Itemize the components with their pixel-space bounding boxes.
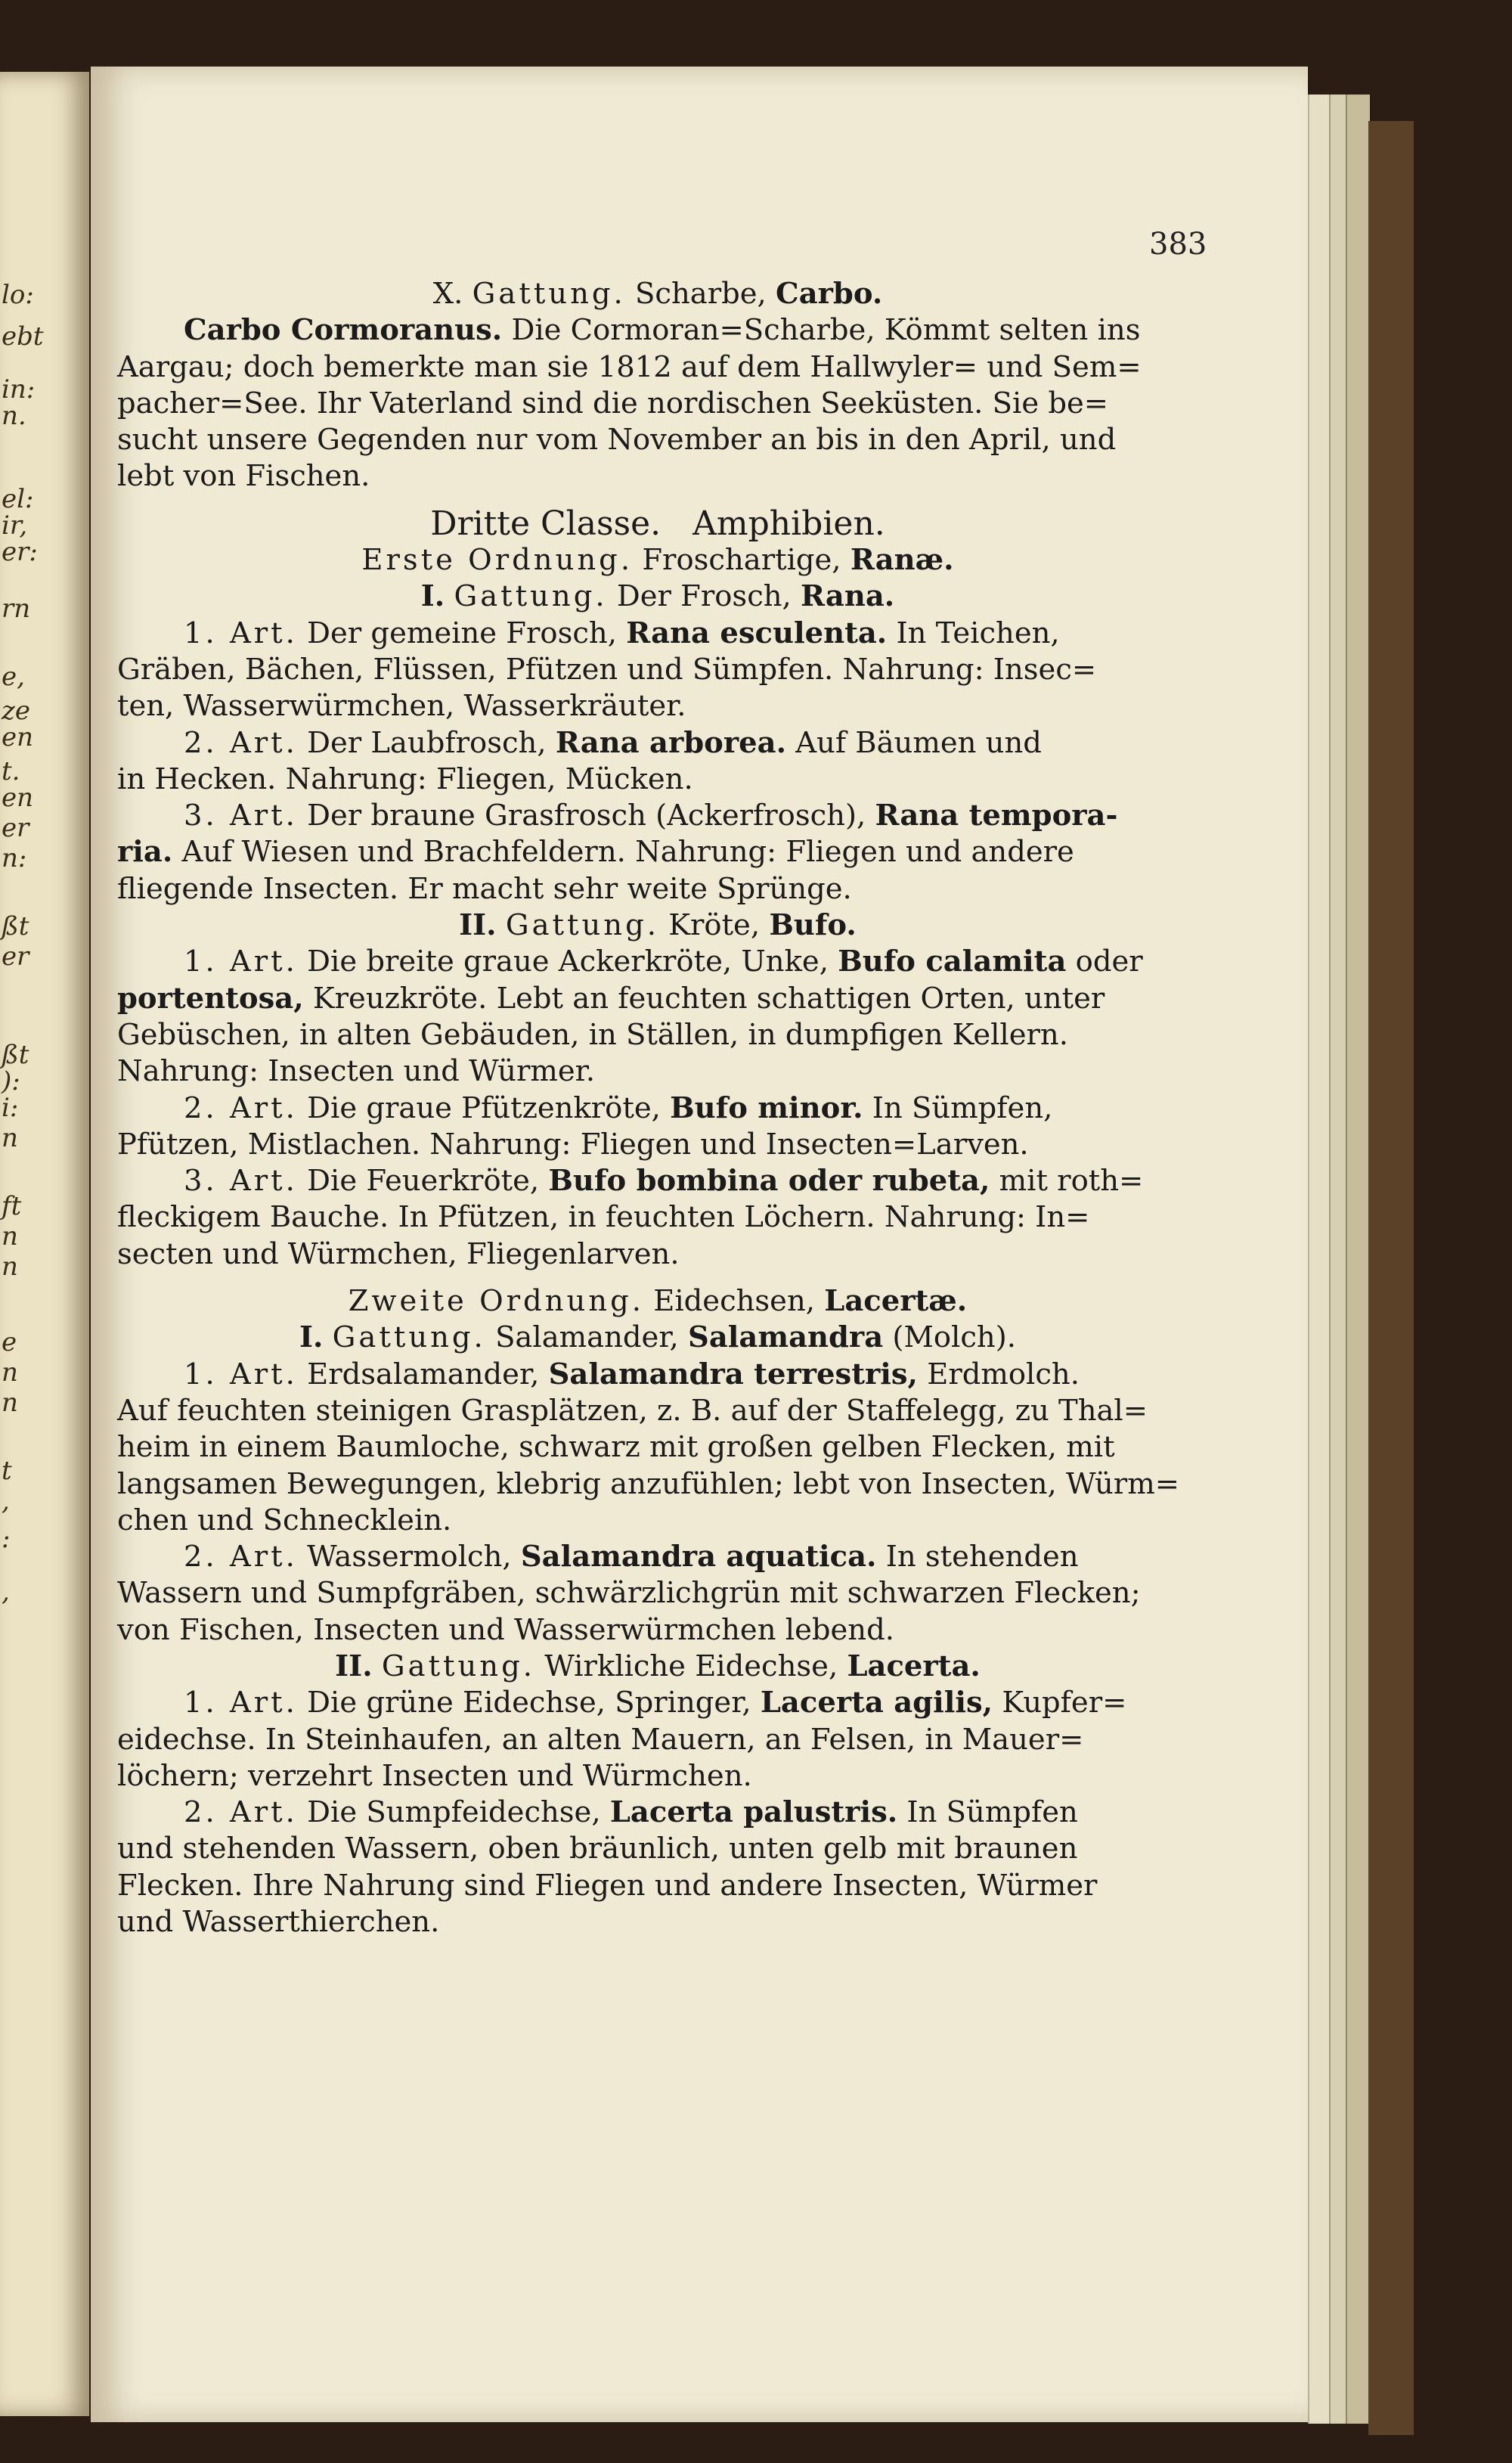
- page-edges: [1308, 95, 1331, 2424]
- left-margin-fragment: ft: [2, 1191, 22, 1221]
- text-line: 3. Art. Die Feuerkröte, Bufo bombina oder rubeta, mit roth=: [184, 1164, 1144, 1199]
- section-bufo: [117, 944, 1198, 1273]
- text-line: portentosa, Kreuzkröte. Lebt an feuchten schattigen Orten, unter: [117, 981, 1105, 1016]
- text-line: Aargau; doch bemerkte man sie 1812 auf dem Hallwyler= und Sem=: [117, 349, 1142, 384]
- text-line: ria. Auf Wiesen und Brachfeldern. Nahrung: Fliegen und andere: [117, 835, 1074, 870]
- text-line: in Hecken. Nahrung: Fliegen, Mücken.: [117, 762, 693, 796]
- text-line: lebt von Fischen.: [117, 459, 370, 494]
- text-line: Wassern und Sumpfgräben, schwärzlichgrün mit schwarzen Flecken;: [117, 1576, 1141, 1611]
- text-line: 1. Art. Erdsalamander, Salamandra terrestris, Erdmolch.: [184, 1357, 1080, 1391]
- text-line: Pfützen, Mistlachen. Nahrung: Fliegen und Insecten=Larven.: [117, 1127, 1029, 1162]
- text-line: von Fischen, Insecten und Wasserwürmchen lebend.: [117, 1612, 894, 1647]
- text-line: pacher=See. Ihr Vaterland sind die nordischen Seeküsten. Sie be=: [117, 386, 1109, 420]
- page-text: [117, 276, 1198, 1940]
- left-margin-fragment: n: [2, 1357, 18, 1388]
- genus-heading: X. Gattung. Scharbe, Carbo.: [432, 277, 883, 311]
- text-line: sucht unsere Gegenden nur vom November an bis in den April, und: [117, 423, 1117, 458]
- left-margin-fragment: er: [2, 813, 29, 843]
- left-margin-fragment: rn: [2, 594, 31, 624]
- text-line: langsamen Bewegungen, klebrig anzufühlen; lebt von Insecten, Würm=: [117, 1466, 1179, 1501]
- order-heading: Zweite Ordnung. Eidechsen, Lacertæ.: [348, 1284, 968, 1319]
- text-line: Flecken. Ihre Nahrung sind Fliegen und andere Insecten, Würmer: [117, 1868, 1098, 1903]
- left-margin-fragment: n: [2, 1123, 18, 1153]
- left-margin-fragment: n: [2, 1388, 18, 1418]
- genus-heading: I. Gattung. Der Frosch, Rana.: [420, 579, 895, 614]
- left-margin-fragment: ir,: [2, 510, 28, 541]
- section-salamandra: [117, 1357, 1198, 1649]
- section-rana: [117, 616, 1198, 907]
- left-margin-fragment: en: [2, 722, 34, 752]
- left-margin-fragment: ,: [2, 1486, 10, 1516]
- text-line: 2. Art. Der Laubfrosch, Rana arborea. Auf Bäumen und: [184, 725, 1042, 760]
- left-margin-fragment: er:: [2, 537, 38, 567]
- left-margin-fragment: n.: [2, 401, 26, 431]
- left-margin-fragment: ,: [2, 1577, 10, 1607]
- left-margin-fragment: ze: [2, 696, 31, 726]
- page-edges: [1329, 95, 1347, 2424]
- text-line: Gräben, Bächen, Flüssen, Pfützen und Sümpfen. Nahrung: Insec=: [117, 652, 1097, 687]
- left-margin-fragment: lo:: [2, 280, 34, 310]
- text-line: Gebüschen, in alten Gebäuden, in Ställen, in dumpfigen Kellern.: [117, 1017, 1068, 1052]
- text-line: 2. Art. Die graue Pfützenkröte, Bufo minor. In Sümpfen,: [184, 1090, 1053, 1125]
- text-line: Carbo Cormoranus. Die Cormoran=Scharbe, Kömmt selten ins: [184, 313, 1141, 348]
- text-line: löchern; verzehrt Insecten und Würmchen.: [117, 1758, 752, 1793]
- text-line: 2. Art. Die Sumpfeidechse, Lacerta palustris. In Sümpfen: [184, 1795, 1078, 1830]
- text-line: 2. Art. Wassermolch, Salamandra aquatica. In stehenden: [184, 1540, 1079, 1574]
- class-heading: Dritte Classe. Amphibien.: [430, 504, 885, 543]
- left-margin-fragment: ßt: [2, 911, 29, 941]
- left-margin-fragment: ebt: [2, 321, 44, 352]
- text-line: 1. Art. Die grüne Eidechse, Springer, Lacerta agilis, Kupfer=: [184, 1686, 1127, 1720]
- text-line: und Wasserthierchen.: [117, 1905, 440, 1940]
- text-line: ten, Wasserwürmchen, Wasserkräuter.: [117, 689, 686, 724]
- text-line: secten und Würmchen, Fliegenlarven.: [117, 1236, 680, 1271]
- text-line: fliegende Insecten. Er macht sehr weite Sprünge.: [117, 871, 852, 906]
- text-line: Nahrung: Insecten und Würmer.: [117, 1054, 596, 1089]
- left-margin-fragment: :: [2, 1524, 11, 1554]
- left-margin-fragment: t: [2, 1456, 12, 1486]
- text-line: fleckigem Bauche. In Pfützen, in feuchten Löchern. Nahrung: In=: [117, 1200, 1090, 1235]
- genus-heading: II. Gattung. Wirkliche Eidechse, Lacerta.: [335, 1649, 981, 1683]
- genus-heading: I. Gattung. Salamander, Salamandra (Molch).: [299, 1320, 1016, 1355]
- order-heading: Erste Ordnung. Froschartige, Ranæ.: [361, 543, 954, 578]
- left-margin-fragment: t.: [2, 756, 20, 786]
- left-facing-page: [0, 72, 89, 2416]
- left-margin-fragment: i:: [2, 1093, 19, 1123]
- genus-heading: II. Gattung. Kröte, Bufo.: [459, 908, 857, 943]
- left-margin-fragment: en: [2, 783, 34, 813]
- left-margin-fragment: ):: [2, 1066, 20, 1097]
- text-line: 1. Art. Der gemeine Frosch, Rana esculenta. In Teichen,: [184, 616, 1060, 650]
- left-margin-fragment: n: [2, 1252, 18, 1282]
- text-line: 1. Art. Die breite graue Ackerkröte, Unke, Bufo calamita oder: [184, 945, 1143, 979]
- left-margin-fragment: ßt: [2, 1040, 29, 1070]
- left-margin-fragment: n: [2, 1221, 18, 1252]
- text-line: 3. Art. Der braune Grasfrosch (Ackerfrosch), Rana tempora-: [184, 799, 1118, 833]
- left-margin-fragment: e,: [2, 662, 25, 692]
- section-lacerta: [117, 1685, 1198, 1940]
- book-cover-edge: [1368, 121, 1414, 2435]
- left-margin-fragment: el:: [2, 484, 34, 514]
- page-edges: [1346, 95, 1370, 2424]
- left-margin-fragment: in:: [2, 374, 36, 405]
- text-line: chen und Schnecklein.: [117, 1503, 452, 1537]
- left-margin-fragment: n:: [2, 843, 27, 873]
- text-line: heim in einem Baumloche, schwarz mit großen gelben Flecken, mit: [117, 1430, 1115, 1465]
- page-number: 383: [1149, 227, 1207, 262]
- text-line: Auf feuchten steinigen Grasplätzen, z. B. auf der Staffelegg, zu Thal=: [117, 1393, 1148, 1428]
- left-margin-fragment: er: [2, 941, 29, 972]
- text-line: und stehenden Wassern, oben bräunlich, unten gelb mit braunen: [117, 1832, 1078, 1866]
- text-line: eidechse. In Steinhaufen, an alten Mauern, an Felsen, in Mauer=: [117, 1722, 1084, 1757]
- left-margin-fragment: e: [2, 1327, 17, 1357]
- section-x: [117, 312, 1198, 495]
